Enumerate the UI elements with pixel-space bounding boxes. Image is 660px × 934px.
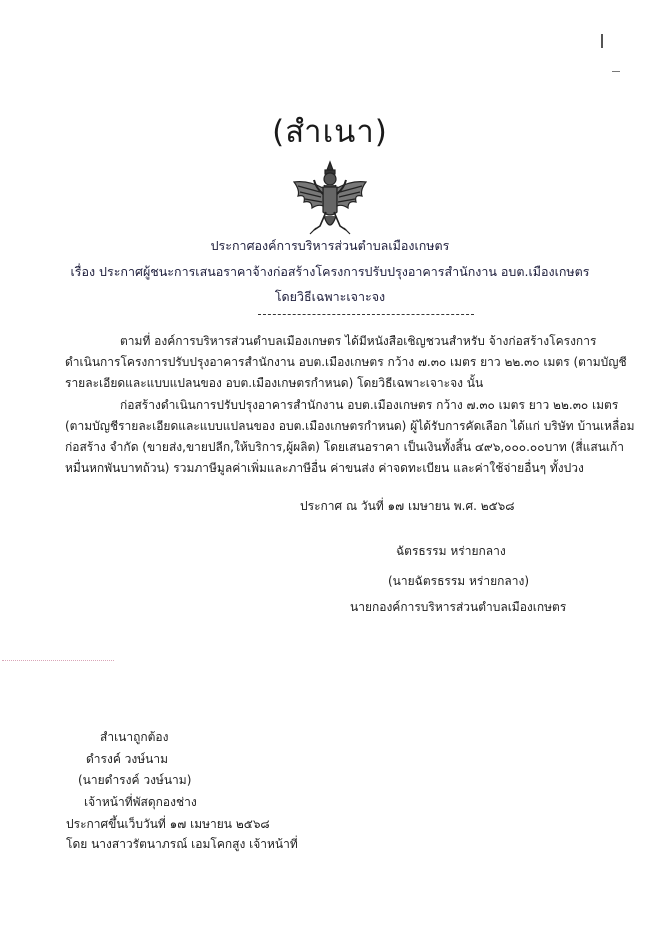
body-p1-line-1: ตามที่ องค์การบริหารส่วนตำบลเมืองเกษตร ได้มีหนังสือเชิญชวนสำหรับ จ้างก่อสร้างโครงการ <box>120 334 597 348</box>
scan-artifact-line <box>2 660 114 661</box>
header-line-3: โดยวิธีเฉพาะเจาะจง <box>274 289 386 304</box>
garuda-emblem-icon <box>290 160 370 236</box>
body-p1-line-3: รายละเอียดและแบบแปลนของ อบต.เมืองเกษตรกำหนด) โดยวิธีเฉพาะเจาะจง นั้น <box>65 376 484 390</box>
header-line-2: เรื่อง ประกาศผู้ชนะการเสนอราคาจ้างก่อสร้างโครงการปรับปรุงอาคารสำนักงาน อบต.เมืองเกษตร <box>70 264 590 279</box>
body-p1-line-2: ดำเนินการโครงการปรับปรุงอาคารสำนักงาน อบต.เมืองเกษตร กว้าง ๗.๓๐ เมตร ยาว ๒๒.๓๐ เมตร (ตามบัญชี <box>65 355 627 369</box>
certify-full-name: (นายดำรงค์ วงษ์นาม) <box>78 773 192 787</box>
separator-line <box>258 314 474 315</box>
body-p2-line-4: หมื่นหกพันบาทถ้วน) รวมภาษีมูลค่าเพิ่มและภาษีอื่น ค่าขนส่ง ค่าจดทะเบียน และค่าใช้จ่ายอื่นๆ ทั้งปวง <box>65 461 584 475</box>
certify-signer: ดำรงค์ วงษ์นาม <box>86 752 169 766</box>
web-post-by: โดย นางสาวรัตนาภรณ์ เอมโคกสูง เจ้าหน้าที่ <box>66 837 298 851</box>
certify-label: สำเนาถูกต้อง <box>100 730 169 744</box>
header-line-1: ประกาศองค์การบริหารส่วนตำบลเมืองเกษตร <box>210 238 450 253</box>
scan-mark <box>612 71 620 72</box>
scan-mark <box>601 34 603 48</box>
web-post-date: ประกาศขึ้นเว็บวันที่ ๑๗ เมษายน ๒๕๖๘ <box>66 817 270 831</box>
body-p2-line-1: ก่อสร้างดำเนินการปรับปรุงอาคารสำนักงาน อบต.เมืองเกษตร กว้าง ๗.๓๐ เมตร ยาว ๒๒.๓๐ เมตร <box>120 398 619 412</box>
signature-position: นายกองค์การบริหารส่วนตำบลเมืองเกษตร <box>350 600 567 614</box>
body-p2-line-2: (ตามบัญชีรายละเอียดและแบบแปลนของ อบต.เมืองเกษตรกำหนด) ผู้ได้รับการคัดเลือก ได้แก่ บริษัท บ้านเหลื่อม <box>65 419 635 433</box>
announce-date: ประกาศ ณ วันที่ ๑๗ เมษายน พ.ศ. ๒๕๖๘ <box>300 499 515 513</box>
signature-full-name: (นายฉัตรธรรม หร่ายกลาง) <box>388 574 530 588</box>
copy-stamp: (สำเนา) <box>272 114 388 150</box>
certify-position: เจ้าหน้าที่พัสดุกองช่าง <box>84 795 197 809</box>
body-p2-line-3: ก่อสร้าง จำกัด (ขายส่ง,ขายปลีก,ให้บริการ,ผู้ผลิต) โดยเสนอราคา เป็นเงินทั้งสิ้น ๔๙๖,๐๐๐.๐๐บาท (สี่แสนเก้า <box>65 440 625 454</box>
signature-signed-name: ฉัตรธรรม หร่ายกลาง <box>396 544 506 558</box>
